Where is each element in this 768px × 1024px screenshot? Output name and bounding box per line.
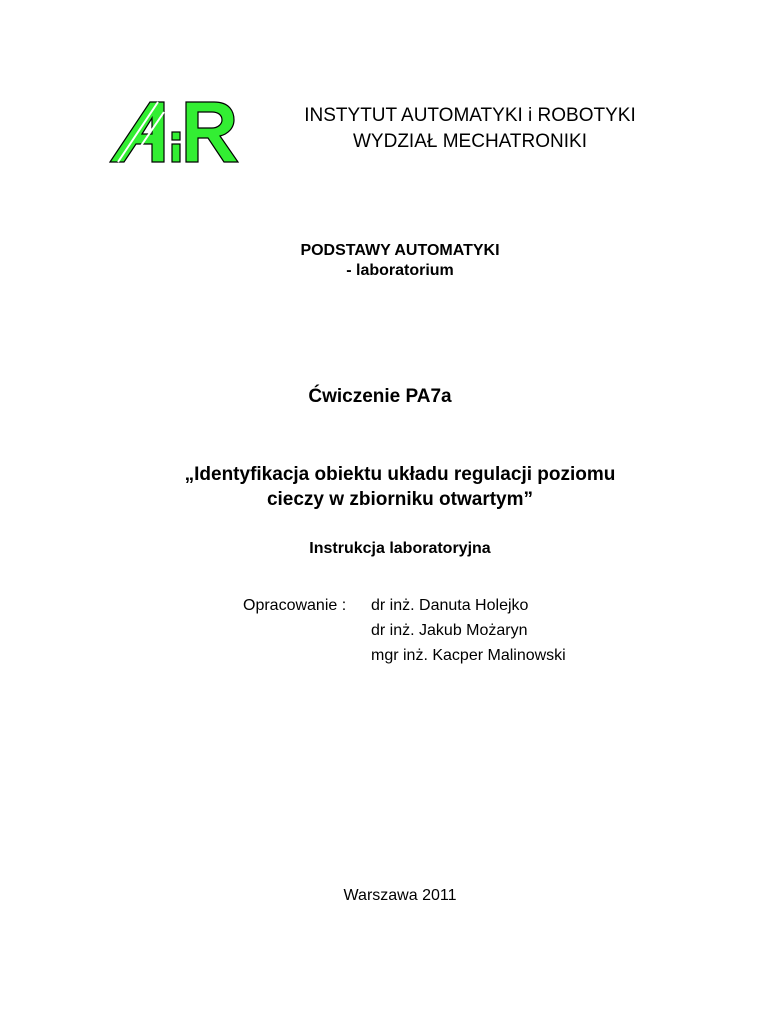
title-line-2: cieczy w zbiorniku otwartym” [266,489,534,510]
institute-header [260,103,680,155]
air-logo-graphic [108,100,240,166]
air-logo [108,100,240,166]
author-name: dr inż. Jakub Możaryn [371,622,528,639]
author-name: dr inż. Danuta Holejko [371,597,529,614]
faculty-name: WYDZIAŁ MECHATRONIKI [353,131,587,152]
authors-list [371,593,566,668]
document-type: Instrukcja laboratoryjna [309,540,491,557]
logo-i-dot [172,132,180,140]
document-title [100,462,700,512]
exercise-label: Ćwiczenie PA7a [308,386,452,407]
title-line-1: „Identyfikacja obiektu układu regulacji poziomu [184,464,616,485]
logo-i-stem [172,144,180,162]
authors-label: Opracowanie : [243,597,347,614]
course-block [200,241,600,281]
institute-name: INSTYTUT AUTOMATYKI i ROBOTYKI [304,105,636,126]
logo-r-shape [186,102,238,162]
course-name: PODSTAWY AUTOMATYKI [300,242,500,259]
course-type: - laboratorium [346,262,454,279]
place-year: Warszawa 2011 [343,887,457,904]
author-name: mgr inż. Kacper Malinowski [371,647,566,664]
